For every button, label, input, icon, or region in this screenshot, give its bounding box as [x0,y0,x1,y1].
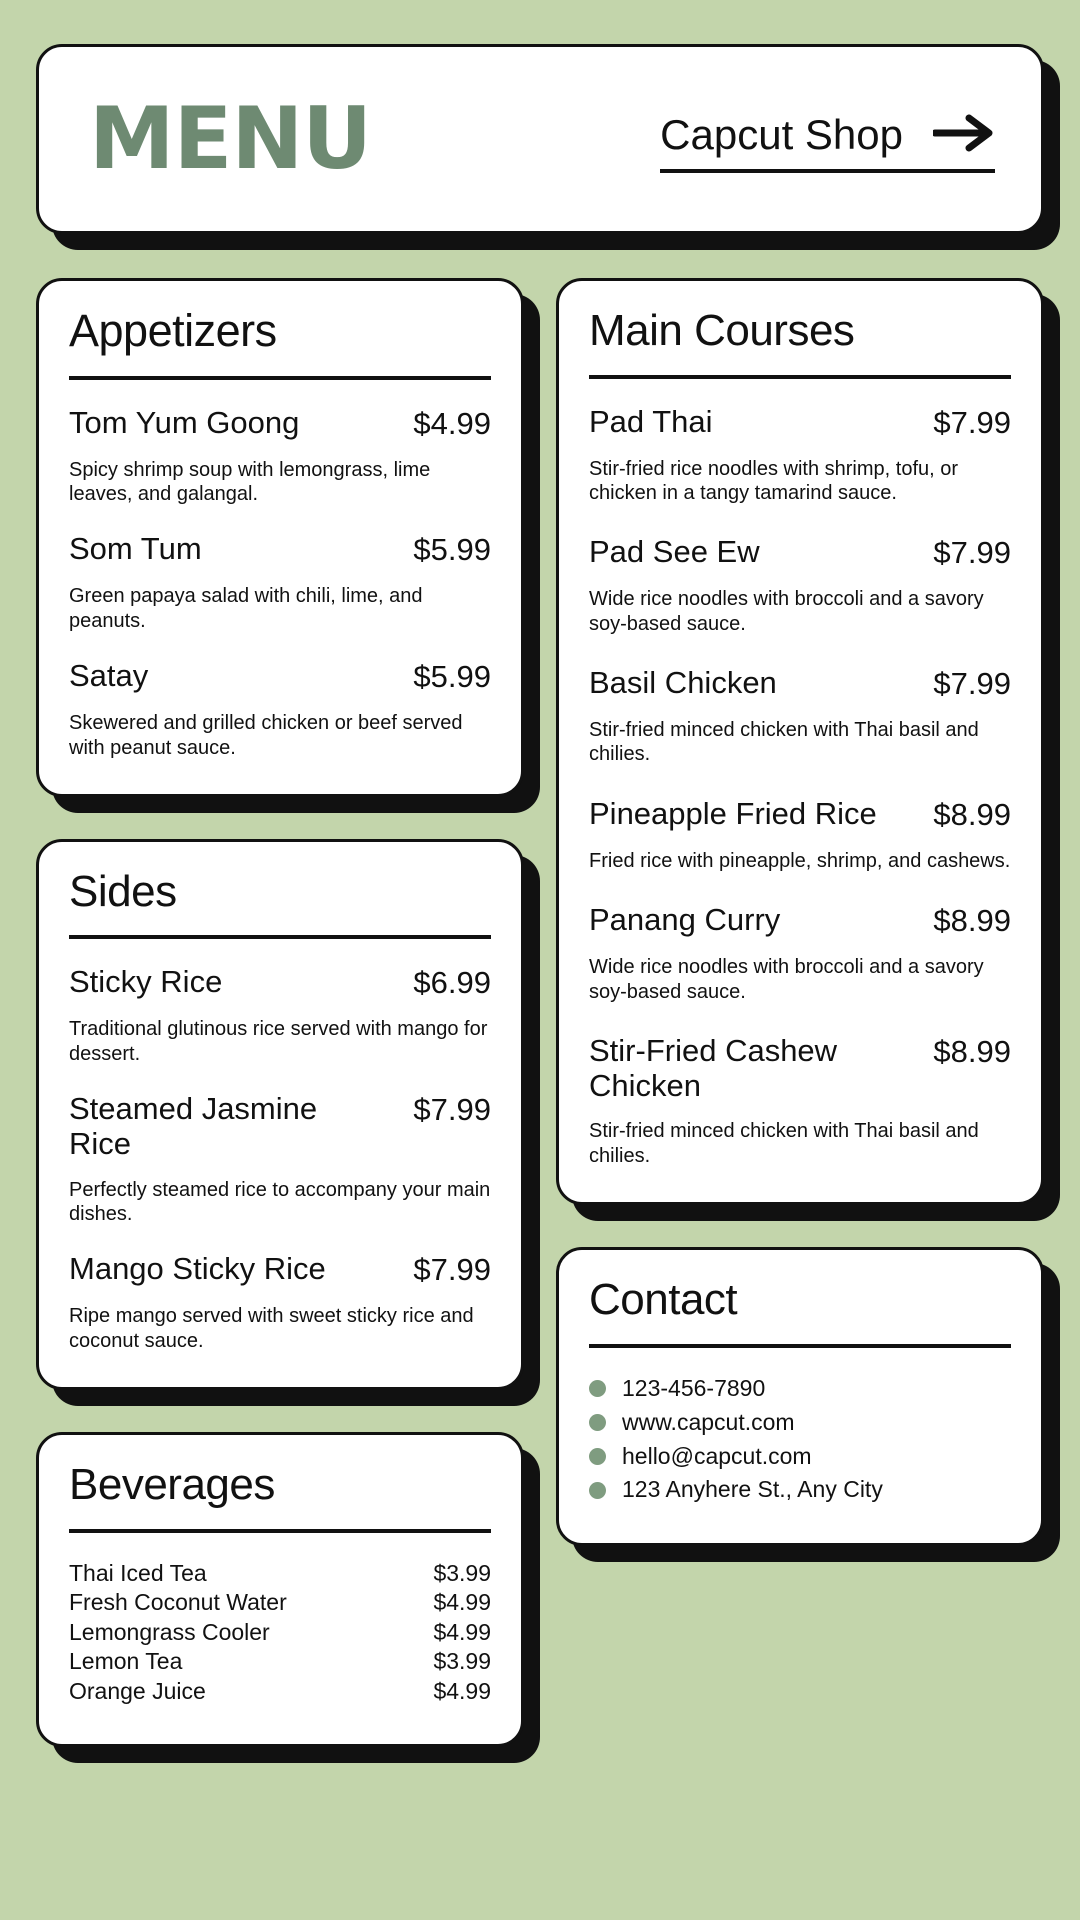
menu-item [69,965,491,1066]
item-name: Lemon Tea [69,1648,183,1675]
item-price: $8.99 [933,796,1011,832]
item-name: Tom Yum Goong [69,404,300,440]
item-description: Traditional glutinous rice served with mango for dessert. [69,1018,488,1065]
section-title-contact: Contact [589,1275,738,1325]
menu-header [36,44,1044,234]
contact-value: hello@capcut.com [622,1442,812,1469]
item-description: Ripe mango served with sweet sticky rice and coconut sauce. [69,1305,474,1352]
section-main-courses [556,278,1044,1205]
item-description: Wide rice noodles with broccoli and a savory soy-based sauce. [589,588,984,635]
bullet-icon [589,1414,606,1431]
item-name: Satay [69,658,149,694]
list-item [69,1647,491,1676]
section-contact [556,1247,1044,1546]
item-price: $3.99 [433,1648,491,1675]
item-price: $7.99 [933,404,1011,440]
bullet-icon [589,1380,606,1397]
item-price: $5.99 [413,532,491,568]
item-price: $4.99 [433,1589,491,1616]
contact-phone[interactable] [589,1374,1011,1404]
item-description: Stir-fried minced chicken with Thai basil and chilies. [589,1120,979,1167]
item-price: $8.99 [933,1034,1011,1070]
left-column [36,278,524,1747]
menu-columns [36,278,1044,1747]
item-name: Stir-Fried Cashew Chicken [589,1033,838,1103]
item-price: $5.99 [413,659,491,695]
bullet-icon [589,1482,606,1499]
contact-value: 123-456-7890 [622,1374,766,1401]
contact-list [589,1374,1011,1506]
menu-item [69,532,491,633]
section-title-beverages: Beverages [69,1460,275,1510]
right-column [556,278,1044,1546]
arrow-right-icon[interactable] [933,113,995,158]
item-price: $6.99 [413,965,491,1001]
contact-value: 123 Anyhere St., Any City [622,1476,883,1503]
item-description: Spicy shrimp soup with lemongrass, lime leaves, and galangal. [69,458,431,505]
item-price: $4.99 [433,1677,491,1704]
menu-item [589,797,1011,873]
item-price: $7.99 [933,535,1011,571]
menu-item [589,405,1011,506]
divider [589,1344,1011,1348]
divider [69,1529,491,1533]
list-item [69,1588,491,1617]
item-price: $7.99 [933,666,1011,702]
shop-link[interactable] [660,105,995,173]
item-description: Wide rice noodles with broccoli and a savory soy-based sauce. [589,956,984,1003]
list-item [69,1559,491,1588]
item-name: Basil Chicken [589,665,777,701]
item-description: Stir-fried minced chicken with Thai basil and chilies. [589,719,979,766]
menu-item [69,1092,491,1226]
item-price: $3.99 [433,1559,491,1586]
item-description: Perfectly steamed rice to accompany your main dishes. [69,1178,491,1226]
shop-link-underline [660,169,995,173]
menu-item [589,1034,1011,1168]
section-title-sides: Sides [69,866,177,916]
divider [69,935,491,939]
item-price: $4.99 [413,405,491,441]
item-name: Sticky Rice [69,964,223,1000]
page-title: MENU [89,89,372,189]
item-name: Fresh Coconut Water [69,1589,287,1616]
item-name: Mango Sticky Rice [69,1251,326,1287]
contact-value: www.capcut.com [622,1408,795,1435]
item-price: $7.99 [413,1252,491,1288]
beverage-list [69,1559,491,1706]
section-title-appetizers: Appetizers [69,305,277,356]
item-name: Pad Thai [589,403,713,439]
contact-email[interactable] [589,1442,1011,1472]
item-name: Pineapple Fried Rice [589,795,877,831]
contact-address[interactable] [589,1475,1011,1505]
divider [589,375,1011,379]
section-beverages [36,1432,524,1747]
item-price: $7.99 [413,1092,491,1128]
bullet-icon [589,1448,606,1465]
item-description: Fried rice with pineapple, shrimp, and cashews. [589,849,1011,872]
contact-website[interactable] [589,1408,1011,1438]
menu-item [589,666,1011,767]
list-item [69,1677,491,1706]
item-name: Orange Juice [69,1677,206,1704]
shop-name: Capcut Shop [660,111,903,158]
menu-item [589,903,1011,1004]
menu-item [589,535,1011,636]
item-name: Panang Curry [589,902,781,938]
item-name: Lemongrass Cooler [69,1618,270,1645]
section-title-main-courses: Main Courses [589,306,855,355]
item-name: Thai Iced Tea [69,1559,207,1586]
menu-item [69,1252,491,1353]
item-price: $4.99 [433,1618,491,1645]
item-name: Pad See Ew [589,534,760,570]
menu-item [69,406,491,507]
section-appetizers [36,278,524,797]
item-name: Som Tum [69,531,202,567]
list-item [69,1618,491,1647]
item-name: Steamed Jasmine Rice [69,1091,318,1161]
item-description: Stir-fried rice noodles with shrimp, tofu, or chicken in a tangy tamarind sauce. [589,457,959,504]
item-description: Skewered and grilled chicken or beef served with peanut sauce. [69,712,463,759]
item-description: Green papaya salad with chili, lime, and peanuts. [69,585,423,632]
section-sides [36,839,524,1390]
menu-item [69,659,491,760]
divider [69,376,491,380]
item-price: $8.99 [933,903,1011,939]
